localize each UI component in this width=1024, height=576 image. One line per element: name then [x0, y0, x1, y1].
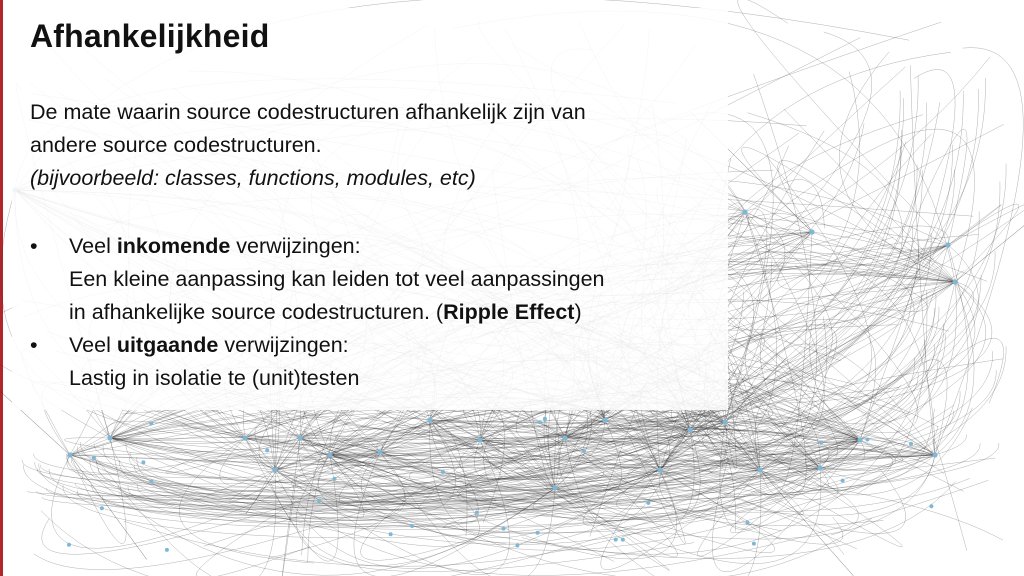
bullet-description-cont: [69, 296, 720, 329]
graph-node: [945, 242, 950, 247]
graph-node: [932, 452, 937, 457]
graph-edge: [64, 438, 275, 470]
graph-edge: [955, 160, 1024, 282]
graph-node: [562, 435, 567, 440]
graph-node: [582, 449, 586, 453]
graph-node: [333, 477, 337, 481]
bullet-heading-bold: inkomende: [116, 234, 231, 258]
graph-node: [819, 441, 823, 445]
intro-example: (bijvoorbeeld: classes, functions, modules, etc): [30, 166, 476, 190]
graph-node: [909, 442, 913, 446]
graph-node: [141, 460, 145, 464]
bullet-list: [30, 230, 720, 395]
graph-edge: [70, 455, 819, 533]
graph-node: [515, 544, 519, 548]
bullet-heading-bold: uitgaande: [116, 333, 219, 357]
graph-node: [477, 437, 482, 442]
graph-node: [67, 543, 71, 547]
bullet-heading-pre: Veel: [69, 333, 117, 357]
graph-node: [543, 417, 547, 421]
bullet-heading-post: verwijzingen:: [218, 333, 349, 357]
graph-edge: [70, 438, 126, 544]
graph-edge: [770, 129, 975, 282]
graph-node: [757, 467, 762, 472]
graph-node: [536, 531, 540, 535]
graph-node: [614, 538, 618, 542]
graph-node: [100, 506, 104, 510]
graph-edge: [760, 282, 974, 470]
intro-paragraph: [30, 96, 720, 195]
bullet-incoming: [30, 230, 720, 329]
bullet-heading-post: verwijzingen:: [230, 234, 361, 258]
graph-edge: [738, 0, 948, 245]
graph-edge: [166, 438, 300, 473]
graph-node: [441, 470, 445, 474]
graph-node: [317, 499, 321, 503]
graph-node: [687, 427, 692, 432]
graph-node: [621, 538, 625, 542]
graph-node: [865, 438, 869, 442]
graph-node: [92, 456, 96, 460]
graph-node: [929, 504, 933, 508]
intro-line-2: andere source codestructuren.: [30, 133, 322, 157]
slide-title: Afhankelijkheid: [30, 18, 270, 54]
graph-node: [327, 452, 332, 457]
graph-node: [752, 542, 756, 546]
bullet-heading-pre: Veel: [69, 234, 117, 258]
bullet-description: Een kleine aanpassing kan leiden tot veel aanpassingen: [69, 267, 605, 291]
graph-node: [265, 448, 269, 452]
graph-node: [552, 485, 557, 490]
graph-node: [272, 467, 277, 472]
bullet-description: Lastig in isolatie te (unit)testen: [69, 366, 360, 390]
graph-edge: [933, 439, 967, 551]
graph-node: [377, 449, 382, 454]
graph-node: [242, 435, 247, 440]
graph-node: [538, 420, 542, 424]
graph-node: [857, 437, 862, 442]
bullet-heading: [69, 329, 720, 362]
graph-node: [427, 417, 432, 422]
graph-node: [809, 229, 814, 234]
graph-node: [475, 511, 479, 515]
graph-node: [149, 421, 153, 425]
bullet-heading: [69, 230, 720, 263]
bullet-desc-pre: in afhankelijke source codestructuren. (: [69, 300, 444, 324]
graph-node: [952, 279, 957, 284]
graph-node: [165, 548, 169, 552]
bullet-desc-post: ): [574, 300, 582, 324]
graph-node: [646, 501, 650, 505]
bullet-dot-icon: •: [30, 333, 38, 357]
graph-node: [297, 435, 302, 440]
graph-edge: [899, 129, 967, 257]
ripple-effect-term: Ripple Effect: [443, 300, 575, 324]
graph-node: [389, 532, 393, 536]
graph-node: [67, 452, 72, 457]
graph-node: [149, 479, 153, 483]
graph-node: [107, 435, 112, 440]
bullet-dot-icon: •: [30, 234, 38, 258]
graph-edge: [745, 212, 918, 433]
graph-node: [502, 527, 506, 531]
graph-node: [746, 521, 750, 525]
graph-node: [602, 417, 607, 422]
graph-node: [817, 465, 822, 470]
bullet-outgoing: [30, 329, 720, 395]
graph-node: [657, 467, 662, 472]
graph-node: [410, 524, 414, 528]
graph-node: [841, 479, 845, 483]
graph-node: [722, 419, 727, 424]
graph-node: [742, 209, 747, 214]
intro-line-1: De mate waarin source codestructuren afhankelijk zijn van: [30, 100, 586, 124]
